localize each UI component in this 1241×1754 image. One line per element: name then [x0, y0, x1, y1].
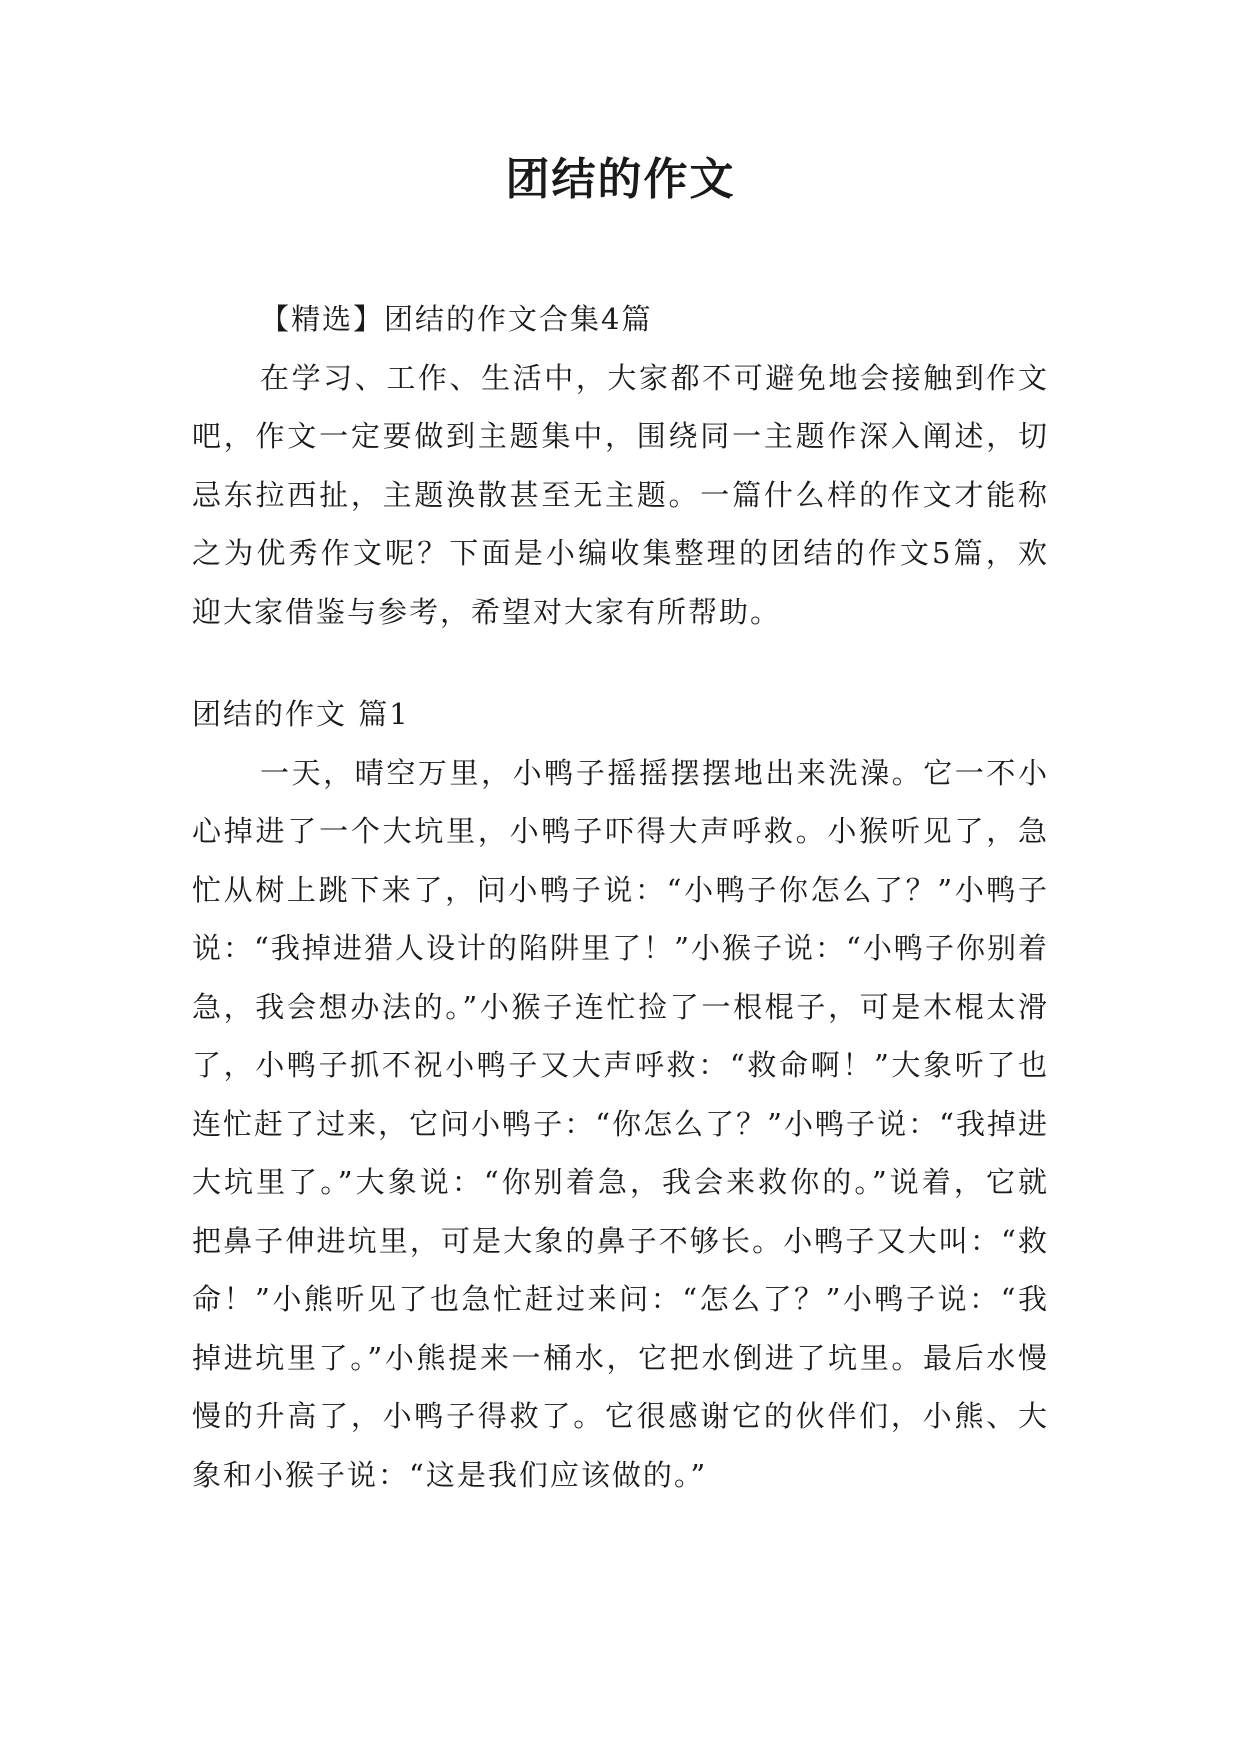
page-title: 团结的作文	[505, 154, 736, 205]
document-body	[192, 290, 1049, 1504]
section-paragraph: 一天，晴空万里，小鸭子摇摇摆摆地出来洗澡。它一不小心掉进了一个大坑里，小鸭子吓得大声呼救。小猴听见了，急忙从树上跳下来了，问小鸭子说：“小鸭子你怎么了？”小鸭子说：“我掉进猎人设计的陷阱里了！”小猴子说：“小鸭子你别着急，我会想办法的。”小猴子连忙捡了一根棍子，可是木棍太滑了，小鸭子抓不祝小鸭子又大声呼救：“救命啊！”大象听了也连忙赶了过来，它问小鸭子：“你怎么了？”小鸭子说：“我掉进大坑里了。”大象说：“你别着急，我会来救你的。”说着，它就把鼻子伸进坑里，可是大象的鼻子不够长。小鸭子又大叫：“救命！”小熊听见了也急忙赶过来问：“怎么了？”小鸭子说：“我掉进坑里了。”小熊提来一桶水，它把水倒进了坑里。最后水慢慢的升高了，小鸭子得救了。它很感谢它的伙伴们，小熊、大象和小猴子说：“这是我们应该做的。”	[192, 755, 1049, 1492]
paragraph-gap	[192, 641, 1049, 685]
intro-paragraph: 在学习、工作、生活中，大家都不可避免地会接触到作文吧，作文一定要做到主题集中，围绕同一主题作深入阐述，切忌东拉西扯，主题涣散甚至无主题。一篇什么样的作文才能称之为优秀作文呢？下面是小编收集整理的团结的作文5篇，欢迎大家借鉴与参考，希望对大家有所帮助。	[192, 360, 1049, 629]
section-heading: 团结的作文 篇1	[192, 697, 410, 731]
collection-subtitle: 【精选】团结的作文合集4篇	[260, 302, 653, 336]
